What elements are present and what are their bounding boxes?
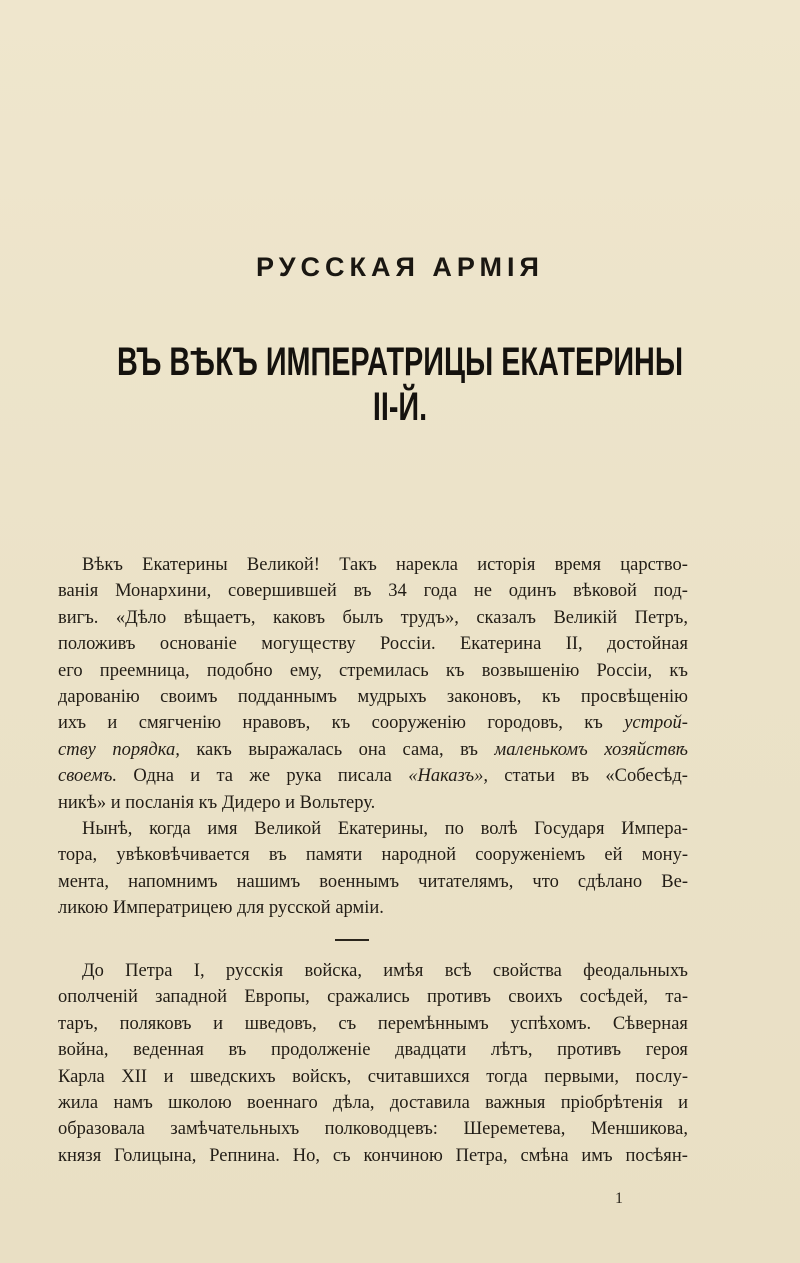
paragraph-1 [58, 552, 688, 816]
paragraph-2 [58, 816, 688, 922]
paragraph-3 [58, 958, 688, 1169]
text-line: До Петра I, русскія войска, имѣя всѣ свойства феодальныхъ [82, 961, 688, 981]
page-title: РУССКАЯ АРМІЯ [256, 252, 544, 282]
text-line: ополченій западной Европы, сражались противъ своихъ сосѣдей, та- [58, 987, 688, 1008]
text-line: ихъ и смягченію нравовъ, къ сооруженію городовъ, къ устрой- [58, 713, 688, 734]
text-line: положивъ основаніе могуществу Россіи. Екатерина II, достойная [58, 634, 688, 655]
text-line: Вѣкъ Екатерины Великой! Такъ нарекла исторія время царство- [82, 555, 688, 575]
text-line: Карла XII и шведскихъ войскъ, считавшихся тогда первыми, послу- [58, 1066, 688, 1087]
text-line: тора, увѣковѣчивается въ памяти народной сооруженіемъ ей мону- [58, 845, 688, 866]
section-divider [335, 939, 369, 941]
page-subtitle: ВЪ ВѢКЪ ИМПЕРАТРИЦЫ ЕКАТЕРИНЫ ІІ-Й. [116, 340, 684, 429]
text-line: дарованію своимъ подданнымъ мудрыхъ законовъ, къ просвѣщенію [58, 686, 688, 707]
text-line: жила намъ школою военнаго дѣла, доставила важныя пріобрѣтенія и [58, 1092, 688, 1113]
page-number: 1 [615, 1190, 623, 1207]
text-line: вигъ. «Дѣло вѣщаетъ, каковъ былъ трудъ», сказалъ Великій Петръ, [58, 607, 688, 628]
text-line: князя Голицына, Репнина. Но, съ кончиною Петра, смѣна имъ посѣян- [58, 1145, 688, 1166]
text-line: ству порядка, какъ выражалась она сама, въ маленькомъ хозяйствѣ [58, 739, 688, 760]
text-line: никѣ» и посланія къ Дидеро и Вольтеру. [58, 792, 376, 813]
text-line: ванія Монархини, совершившей въ 34 года не одинъ вѣковой под- [58, 581, 688, 602]
text-line: образовала замѣчательныхъ полководцевъ: Шереметева, Меншикова, [58, 1119, 688, 1140]
text-line: Нынѣ, когда имя Великой Екатерины, по волѣ Государя Импера- [82, 819, 688, 839]
text-line: мента, напомнимъ нашимъ военнымъ читателямъ, что сдѣлано Ве- [58, 871, 688, 892]
text-line: своемъ. Одна и та же рука писала «Наказъ», статьи въ «Собесѣд- [58, 766, 688, 787]
text-line: ликою Императрицею для русской арміи. [58, 898, 384, 919]
text-line: война, веденная въ продолженіе двадцати лѣтъ, противъ героя [58, 1040, 688, 1061]
text-line: его преемница, подобно ему, стремилась къ возвышенію Россіи, къ [58, 660, 688, 681]
text-line: таръ, поляковъ и шведовъ, съ перемѣннымъ успѣхомъ. Сѣверная [58, 1013, 688, 1034]
